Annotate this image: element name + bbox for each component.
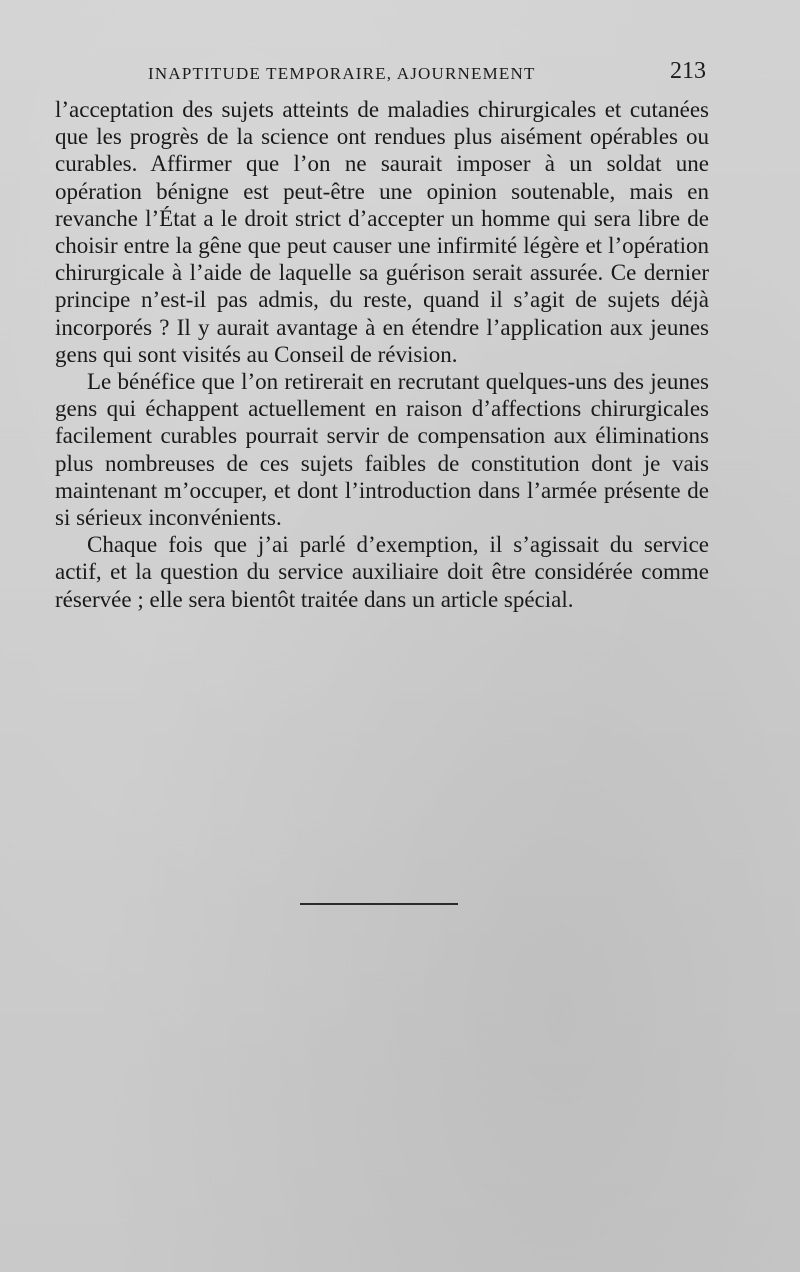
section-end-rule (300, 903, 458, 905)
paragraph: Chaque fois que j’ai parlé d’exemption, il s’agissait du service actif, et la question du service auxiliaire doit être considérée comme réservée ; elle sera bientôt traitée dans un article spécial. (55, 532, 709, 612)
page-number: 213 (670, 58, 706, 84)
running-head (55, 58, 710, 88)
body-text (55, 96, 709, 613)
paragraph: Le bénéfice que l’on retirerait en recrutant quelques-uns des jeunes gens qui échappent actuellement en raison d’affections chirurgicales facilement curables pourrait servir de compensation aux éliminations plus nombreuses de ces sujets faibles de constitution dont je vais maintenant m’occuper, et dont l’introduction dans l’armée présente de si sérieux inconvénients. (55, 369, 709, 531)
running-title: INAPTITUDE TEMPORAIRE, AJOURNEMENT (148, 64, 536, 83)
paragraph-continuation: l’acceptation des sujets atteints de maladies chirurgicales et cutanées que les progrès de la science ont rendues plus aisément opérables ou curables. Affirmer que l’on ne saurait imposer à un soldat une opération bénigne est peut-être une opinion soutenable, mais en revanche l’État a le droit strict d’accepter un homme qui sera libre de choisir entre la gêne que peut causer une infirmité légère et l’opération chirurgicale à l’aide de laquelle sa guérison serait assurée. Ce dernier principe n’est-il pas admis, du reste, quand il s’agit de sujets déjà incorporés ? Il y aurait avantage à en étendre l’application aux jeunes gens qui sont visités au Conseil de révision. (55, 97, 709, 367)
